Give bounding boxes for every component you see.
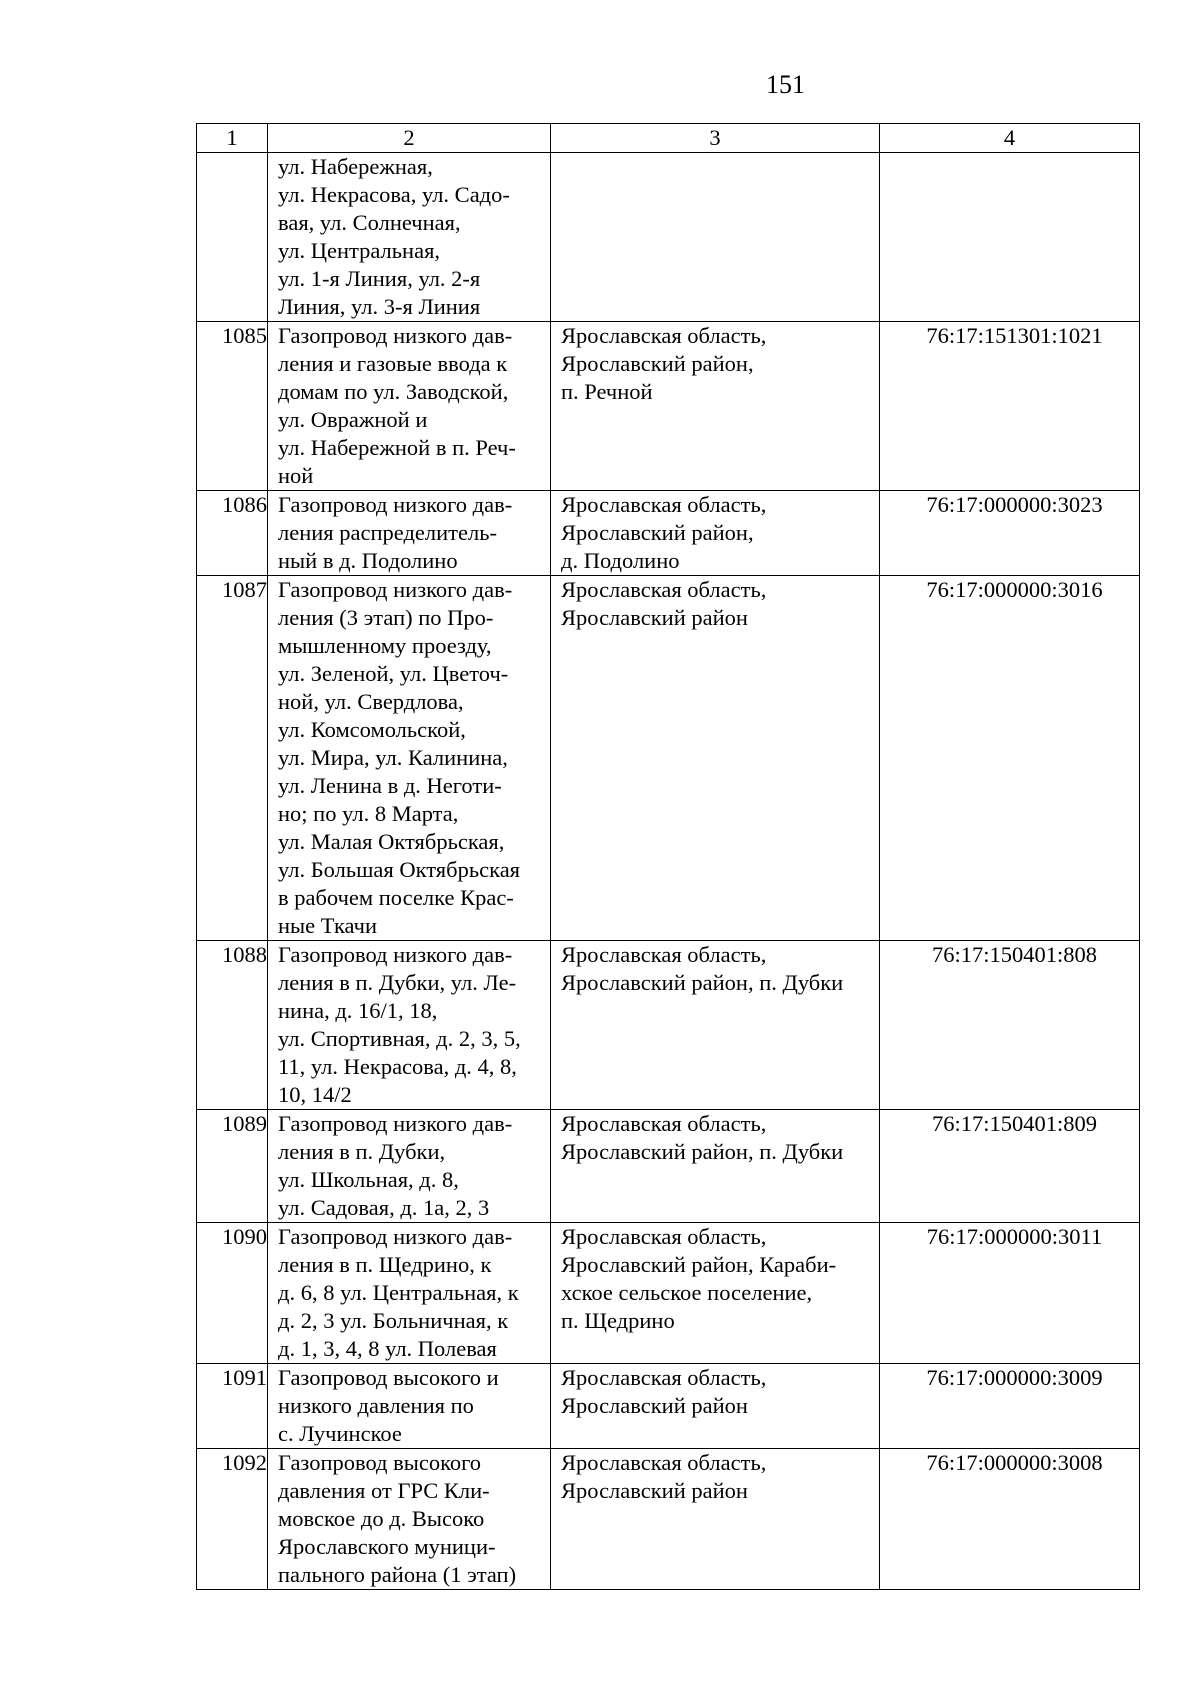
object-address: Ярославская область, Ярославский район	[551, 1364, 880, 1449]
object-name: Газопровод низкого дав- ления и газовые ввода к домам по ул. Заводской, ул. Овражной и ул. Набережной в п. Реч- ной	[268, 322, 551, 491]
object-name: Газопровод низкого дав- ления в п. Дубки, ул. Ле- нина, д. 16/1, 18, ул. Спортивная, д. 2, 3, 5, 11, ул. Некрасова, д. 4, 8, 10, 14/2	[268, 941, 551, 1110]
row-number: 1088	[197, 941, 268, 1110]
column-header: 4	[880, 124, 1140, 153]
object-address: Ярославская область, Ярославский район	[551, 576, 880, 941]
cadastral-number: 76:17:000000:3016	[880, 576, 1140, 941]
table-row	[197, 576, 1140, 941]
table-row	[197, 1223, 1140, 1364]
row-number: 1086	[197, 491, 268, 576]
object-address	[551, 153, 880, 322]
object-name: Газопровод низкого дав- ления в п. Щедрино, к д. 6, 8 ул. Центральная, к д. 2, 3 ул. Больничная, к д. 1, 3, 4, 8 ул. Полевая	[268, 1223, 551, 1364]
row-number: 1085	[197, 322, 268, 491]
cadastral-number: 76:17:151301:1021	[880, 322, 1140, 491]
object-address: Ярославская область, Ярославский район, п. Речной	[551, 322, 880, 491]
cadastral-number: 76:17:000000:3023	[880, 491, 1140, 576]
row-number: 1089	[197, 1110, 268, 1223]
registry-table	[196, 123, 1140, 1590]
object-name: Газопровод низкого дав- ления в п. Дубки, ул. Школьная, д. 8, ул. Садовая, д. 1а, 2, 3	[268, 1110, 551, 1223]
object-address: Ярославская область, Ярославский район, п. Дубки	[551, 941, 880, 1110]
table-row	[197, 153, 1140, 322]
row-number: 1091	[197, 1364, 268, 1449]
table-row	[197, 1110, 1140, 1223]
object-name: Газопровод высокого давления от ГРС Кли- мовское до д. Высоко Ярославского муници- пального района (1 этап)	[268, 1449, 551, 1590]
object-address: Ярославская область, Ярославский район, Караби- хское сельское поселение, п. Щедрино	[551, 1223, 880, 1364]
column-header: 1	[197, 124, 268, 153]
cadastral-number: 76:17:000000:3011	[880, 1223, 1140, 1364]
table-row	[197, 491, 1140, 576]
column-header: 3	[551, 124, 880, 153]
row-number: 1092	[197, 1449, 268, 1590]
object-name: Газопровод низкого дав- ления (3 этап) по Про- мышленному проезду, ул. Зеленой, ул. Цветоч- ной, ул. Свердлова, ул. Комсомольской, ул. Мира, ул. Калинина, ул. Ленина в д. Неготи- но; по ул. 8 Марта, ул. Малая Октябрьская, ул. Большая Октябрьская в рабочем поселке Крас- ные Ткачи	[268, 576, 551, 941]
header-row	[197, 124, 1140, 153]
table-row	[197, 1364, 1140, 1449]
cadastral-number	[880, 153, 1140, 322]
cadastral-number: 76:17:000000:3008	[880, 1449, 1140, 1590]
object-name: ул. Набережная, ул. Некрасова, ул. Садо- вая, ул. Солнечная, ул. Центральная, ул. 1-я Линия, ул. 2-я Линия, ул. 3-я Линия	[268, 153, 551, 322]
object-address: Ярославская область, Ярославский район, д. Подолино	[551, 491, 880, 576]
row-number	[197, 153, 268, 322]
cadastral-number: 76:17:150401:809	[880, 1110, 1140, 1223]
table-row	[197, 1449, 1140, 1590]
object-address: Ярославская область, Ярославский район, п. Дубки	[551, 1110, 880, 1223]
object-name: Газопровод высокого и низкого давления по с. Лучинское	[268, 1364, 551, 1449]
row-number: 1087	[197, 576, 268, 941]
table-row	[197, 322, 1140, 491]
object-address: Ярославская область, Ярославский район	[551, 1449, 880, 1590]
table-row	[197, 941, 1140, 1110]
cadastral-number: 76:17:000000:3009	[880, 1364, 1140, 1449]
row-number: 1090	[197, 1223, 268, 1364]
cadastral-number: 76:17:150401:808	[880, 941, 1140, 1110]
column-header: 2	[268, 124, 551, 153]
page-number: 151	[766, 70, 805, 99]
object-name: Газопровод низкого дав- ления распределитель- ный в д. Подолино	[268, 491, 551, 576]
